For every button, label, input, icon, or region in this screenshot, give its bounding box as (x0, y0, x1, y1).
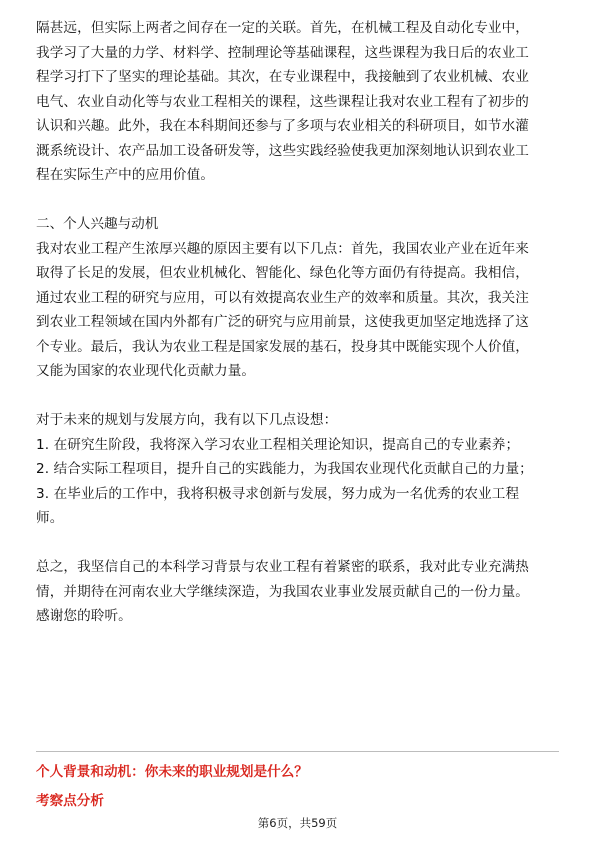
paragraph-line: 总之，我坚信自己的本科学习背景与农业工程有着紧密的联系，我对此专业充满热 (36, 559, 529, 575)
plan-item: 师。 (36, 510, 64, 526)
paragraph-line: 通过农业工程的研究与应用，可以有效提高农业生产的效率和质量。其次，我关注 (36, 289, 529, 306)
question-heading: 个人背景和动机：你未来的职业规划是什么？ (36, 764, 308, 780)
plans-intro: 对于未来的规划与发展方向，我有以下几点设想： (36, 412, 338, 428)
paragraph-line: 程学习打下了坚实的理论基础。其次，在专业课程中，我接触到了农业机械、农业 (36, 69, 529, 85)
conclusion-paragraph (36, 555, 559, 629)
paragraph-line: 程在实际生产中的应用价值。 (36, 167, 215, 183)
section-divider (36, 751, 559, 752)
paragraph-line: 情，并期待在河南农业大学继续深造，为我国农业事业发展贡献自己的一份力量。 (36, 583, 529, 600)
paragraph-line: 我学习了大量的力学、材料学、控制理论等基础课程，这些课程为我日后的农业工 (36, 44, 529, 61)
paragraph-line: 个专业。最后，我认为农业工程是国家发展的基石，投身其中既能实现个人价值， (36, 338, 529, 355)
paragraph-line: 感谢您的聆听。 (36, 608, 132, 624)
document-body (36, 16, 559, 629)
paragraph-line: 溉系统设计、农产品加工设备研发等，这些实践经验使我更加深刻地认识到农业工 (36, 142, 529, 159)
page-number: 第6页，共59页 (257, 816, 338, 830)
paragraph-line: 电气、农业自动化等与农业工程相关的课程，这些课程让我对农业工程有了初步的 (36, 93, 529, 110)
paragraph-line: 到农业工程领域在国内外都有广泛的研究与应用前景，这使我更加坚定地选择了这 (36, 314, 529, 330)
intro-paragraph (36, 16, 559, 188)
spacer (36, 384, 559, 409)
paragraph-line: 取得了长足的发展，但农业机械化、智能化、绿色化等方面仍有待提高。我相信， (36, 265, 529, 281)
plan-item: 1. 在研究生阶段，我将深入学习农业工程相关理论知识，提高自己的专业素养； (36, 436, 520, 453)
plans-paragraph (36, 408, 559, 531)
section-heading: 二、个人兴趣与动机 (36, 216, 159, 232)
plan-item: 3. 在毕业后的工作中，我将积极寻求创新与发展，努力成为一名优秀的农业工程 (36, 485, 520, 502)
spacer (36, 188, 559, 213)
interest-paragraph (36, 237, 559, 384)
paragraph-line: 我对农业工程产生浓厚兴趣的原因主要有以下几点：首先，我国农业产业在近年来 (36, 240, 529, 257)
paragraph-line: 认识和兴趣。此外，我在本科期间还参与了多项与农业相关的科研项目，如节水灌 (36, 118, 529, 134)
analysis-heading: 考察点分析 (36, 793, 104, 809)
paragraph-line: 又能为国家的农业现代化贡献力量。 (36, 363, 256, 379)
spacer (36, 531, 559, 556)
plan-item: 2. 结合实际工程项目，提升自己的实践能力，为我国农业现代化贡献自己的力量； (36, 461, 533, 477)
paragraph-line: 隔甚远，但实际上两者之间存在一定的关联。首先，在机械工程及自动化专业中， (36, 20, 529, 36)
